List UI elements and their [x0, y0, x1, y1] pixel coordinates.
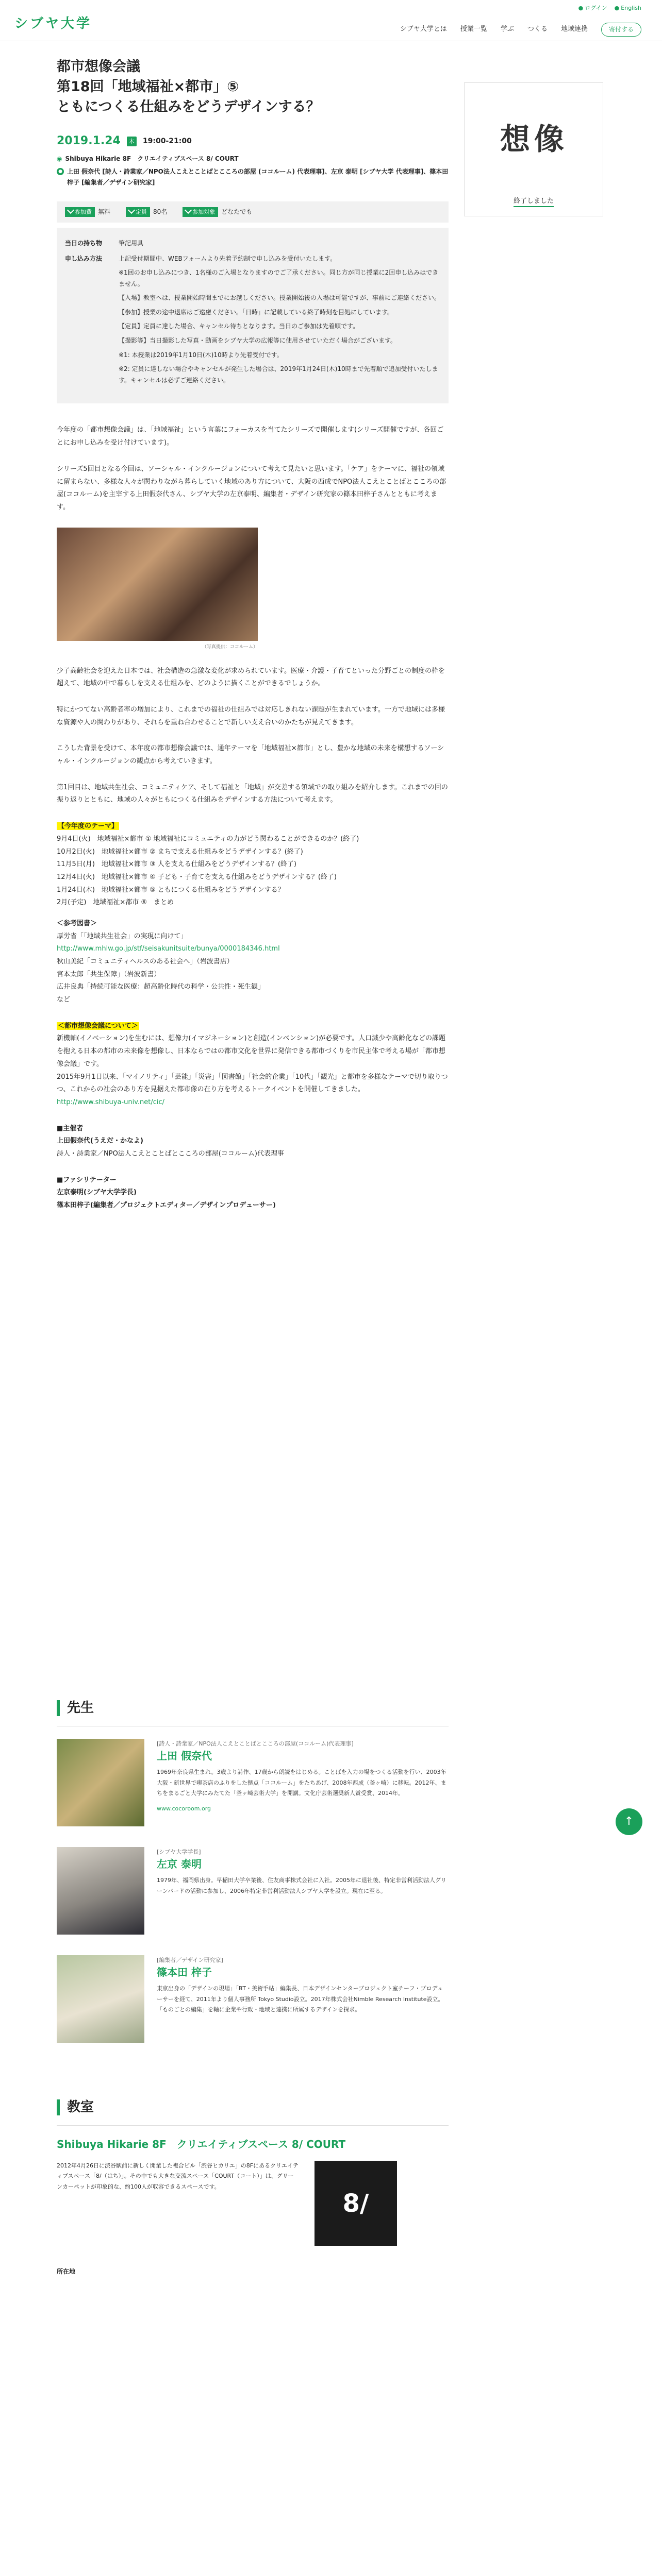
map-label: 所在地: [57, 2268, 76, 2275]
reference-list: ＜参考図書＞ 厚労省「「地域共生社会」の実現に向けて」 http://www.mhlw.go.jp/stf/seisakunitsuite/bunya/0000184346.html 秋山美紀「コミュニティヘルスのある社会へ」（岩波書店） 宮本太郎「共生保障」（岩波新書） 広井良典「持続可能な医療：超高齢化時代の科学・公共性・死生観」 など: [57, 919, 280, 1004]
global-nav: [400, 23, 641, 37]
event-date: 2019.1.24: [57, 134, 121, 148]
globe-icon: ●: [614, 5, 620, 11]
event-photo: [57, 528, 258, 641]
venue-title: Shibuya Hikarie 8F クリエイティブスペース 8/ COURT: [57, 2138, 346, 2150]
event-time: 19:00-21:00: [142, 137, 192, 146]
teacher-card: [シブヤ大学学長] 左京 泰明 1979年、福岡県出身。早稲田大学卒業後、住友商事株式会社に入社。2005年に退社後、特定非営利活動法人グリーンバードの活動に参加し、2006年特定非営利活動法人シブヤ大学を設立。現在に至る。: [57, 1847, 449, 1935]
event-description: 今年度の「都市想像会議」は、「地域福祉」という言葉にフォーカスを当てたシリーズで開催します(シリーズ開催ですが、各回ごとにお申し込みを受け付けています)。 シリーズ5回目となる今回は、ソーシャル・インクルージョンについて考えて見たいと思います。「ケア」をテーマに、福祉の領域に留まらない、多様な人々が関わりながら暮らしていく地域のあり方について、大阪の西成でNPO法人こえとことばとこころの部屋(ココルーム)を主宰する上田假奈代さん、シブヤ大学の左京泰明、編集者・デザイン研究家の篠本田梓子さんとともに考えます。 （写真提供：ココルーム） 少子高齢社会を迎えた日本では、社会構造の急激な変化が求められています。医療・介護・子育てといった分野ごとの制度の枠を超えて、地域の中で暮らしを支える仕組みを、どのように描くことができるでしょうか。 特にかつてない高齢者率の増加により、これまでの福祉の仕組みでは対応しきれない課題が生まれています。一方で地域には多様な資源や人の関わりがあり、それらを重ね合わせることで新しい支え合いのかたちが見えてきます。 こうした背景を受けて、本年度の都市想像会議では、通年テーマを「地域福祉×都市」とし、豊かな地域の未来を構想するソーシャル・インクルージョンの観点から考えていきます。 第1回目は、地域共生社会、コミュニティケア、そして福祉と「地域」が交差する領域での取り組みを紹介します。これまでの回の振り返りとともに、地域の人々がともにつくる仕組みをデザインする方法について考えます。 【今年度のテーマ】 9月4日(火) 地域福祉×都市 ① 地域福祉にコミュニティの力がどう関わることができるのか？(終了) 10月2日(火) 地域福祉×都市 ② まちで支える仕組みをどうデザインする？(終了) 11月5日(月) 地域福祉×都市 ③ 人を支える仕組みをどうデザインする？(終了) 12月4日(火) 地域福祉×都市 ④ 子ども・子育てを支える仕組みをどうデザインする？(終了) 1月24日(木) 地域福祉×都市 ⑤ ともにつくる仕組みをどうデザインする？ 2月(予定) 地域福祉×都市 ⑥ まとめ ＜参考図書＞ 厚労省「「地域共生社会」の実現に向けて」 http://www.mhlw.go.jp/stf/seisakunitsuite/bunya/0000184346.html 秋山美紀「コミュニティヘルスのある社会へ」（岩波書店） 宮本太郎「共生保障」（岩波新書） 広井良典「持続可能な医療：超高齢化時代の科学・公共性・死生観」 など ＜都市想像会議について＞ 新機軸(イノベーション)を生むには、想像力(イマジネーション)と創造(インベンション)が必要です。人口減少や高齢化などの課題を抱える日本の都市の未来像を想像し、日本ならではの都市文化を世界に発信できる都市づくりを市民主体で考える場が「都市想像会議」です。 2015年9月1日以来、「マイノリティ」「芸能」「災害」「図書館」「社会的企業」「10代」「観光」と都市を多様なテーマで切り取りつつ、これからの社会のあり方を見据えた都市像の在り方を考えるトークイベントを開催してきました。 http://www.shibuya-univ.net/cic/ ■主催者 上田假奈代(うえだ・かなよ) 詩人・詩業家／NPO法人こえとことばとこころの部屋(ココルーム)代表理事 ■ファシリテーター 左京泰明(シブヤ大学学長) 篠本田梓子(編集者／プロジェクトエディター／デザインプロデューサー): [57, 426, 448, 1210]
teacher-name: 上田 假奈代: [157, 1750, 212, 1762]
teacher-name: 左京 泰明: [157, 1858, 202, 1871]
teacher-name: 篠本田 梓子: [157, 1966, 212, 1979]
teacher-card: [詩人・詩業家／NPO法人こえとことばとこころの部屋(ココルーム)代表理事] 上田 假奈代 1969年奈良県生まれ。3歳より詩作、17歳から朗読をはじめる。ことばを入力の場をつくる活動を行い、2003年大阪・新世界で喫茶店のふりをした拠点「ココルーム」をたちあげ、2008年西成（釜ヶ崎）に移転。2012年、まちをまるごと大学にみたてた「釜ヶ崎芸術大学」を開講。文化庁芸術選奨新人賞受賞、2014年。 www.cocoroom.org: [57, 1739, 449, 1826]
venue-description: 2012年4月26日に渋谷駅前に新しく開業した複合ビル「渋谷ヒカリエ」の8Fにあるクリエイティブスペース「8/（はち）」。その中でも大きな交流スペース「COURT（コート）」は、グリーンカーペットが印象的な、約100人が収容できるスペースです。: [57, 2162, 299, 2190]
key-visual-art: 想像: [500, 122, 568, 157]
event-datetime: [57, 131, 449, 151]
login-icon: ●: [578, 5, 584, 11]
teachers-heading: 先生: [57, 1700, 94, 1716]
venue-section: [57, 2136, 449, 2277]
event-teacher-line: [57, 166, 449, 188]
event-venue[interactable]: Shibuya Hikarie 8F クリエイティブスペース 8/ COURT: [65, 155, 239, 162]
fee-bar: [57, 201, 449, 223]
donate-button[interactable]: 寄付する: [601, 23, 641, 37]
fee-capacity: 定員 80名: [126, 207, 167, 217]
fee-target: 参加対象 どなたでも: [183, 207, 252, 217]
reference-link[interactable]: http://www.mhlw.go.jp/stf/seisakunitsuite/bunya/0000184346.html: [57, 945, 280, 953]
site-logo[interactable]: シブヤ大学: [14, 16, 92, 31]
utility-links: [578, 3, 641, 13]
teacher-photo: [57, 1847, 144, 1935]
site-header: [0, 0, 662, 41]
schedule-list: 9月4日(火) 地域福祉×都市 ① 地域福祉にコミュニティの力がどう関わることができるのか？(終了) 10月2日(火) 地域福祉×都市 ② まちで支える仕組みをどうデザインする？(終了) 11月5日(月) 地域福祉×都市 ③ 人を支える仕組みをどうデザインする？(終了) 12月4日(火) 地域福祉×都市 ④ 子ども・子育てを支える仕組みをどうデザインする？(終了) 1月24日(木) 地域福祉×都市 ⑤ ともにつくる仕組みをどうデザインする？ 2月(予定) 地域福祉×都市 ⑥ まとめ: [57, 835, 359, 907]
venue-heading: 教室: [57, 2099, 94, 2115]
theme-heading: 【今年度のテーマ】: [58, 822, 119, 831]
venue-photo: 8/: [315, 2161, 397, 2246]
teacher-card: [編集者／デザイン研究家] 篠本田 梓子 東京出身の「デザインの現場」「BT・美術手帖」編集長、日本デザインセンターブロジェクト室チーフ・プロデューサーを経て、2011年より個人事務所 Tokyo Studio設立。2017年株式会社Nimble Research Institute設立。「ものごとの編集」を軸に企業や行政・地域と連携に所属するデザインを探求。: [57, 1955, 449, 2043]
event-details: 当日の持ち物 筆記用具 申し込み方法 上記受付期間中、WEBフォームより先着予約制で申し込みを受付いたします。 ※1回のお申し込みにつき、1名様のご入場となりますのでご了承ください。同じ方が同じ授業に2回申し込みはできません。 【入場】教室へは、授業開始時間までにお越しください。授業開始後の入場は可能ですが、事前にご連絡ください。 【参加】授業の途中退席はご遠慮ください。「日時」に記載している終了時刻を目処にしています。 【定員】定員に達した場合、キャンセル待ちとなります。当日のご参加は先着順です。 【撮影等】当日撮影した写真・動画をシブヤ大学の広報等に使用させていただく場合がございます。 ※1: 本授業は2019年1月10日(木)10時より先着受付です。 ※2: 定員に達しない場合やキャンセルが発生した場合は、2019年1月24日(木)10時まで先着順で追加受付いたします。キャンセルは必ずご連絡ください。: [57, 228, 449, 404]
teacher-photo: [57, 1739, 144, 1826]
weekday-badge: 木: [127, 137, 137, 146]
status-label: 終了しました: [465, 196, 603, 208]
event-teachers: 上田 假奈代 [詩人・詩業家／NPO法人こえとことばとこころの部屋 (ココルーム) 代表理事]、左京 泰明 [シブヤ大学 代表理事]、篠本田 梓子 [編集者／デザイン研究家]: [67, 167, 449, 186]
person-icon: ●: [57, 168, 64, 175]
nav-make[interactable]: つくる: [527, 25, 548, 33]
english-link[interactable]: ● English: [615, 3, 641, 13]
event-main: [57, 57, 449, 1212]
nav-region[interactable]: 地域連携: [560, 25, 588, 33]
about-heading: ＜都市想像会議について＞: [58, 1022, 138, 1030]
event-title-1: 第18回「地域福祉×都市」⑤: [57, 79, 239, 95]
event-venue-line: [57, 154, 449, 164]
event-key-visual: [464, 82, 603, 216]
nav-about[interactable]: シブヤ大学とは: [400, 25, 447, 33]
teacher-photo: [57, 1955, 144, 2043]
event-title-2: ともにつくる仕組みをどうデザインする？: [57, 99, 320, 115]
login-link[interactable]: ● ログイン: [578, 3, 607, 13]
fee-cost: 参加費 無料: [65, 207, 110, 217]
about-link[interactable]: http://www.shibuya-univ.net/cic/: [57, 1098, 165, 1106]
back-to-top-button[interactable]: [616, 1808, 642, 1835]
teacher-link[interactable]: www.cocoroom.org: [157, 1805, 211, 1812]
arrow-up-icon: ↑: [624, 1815, 634, 1828]
nav-learn[interactable]: 学ぶ: [500, 25, 514, 33]
pin-icon: ◉: [57, 155, 62, 162]
nav-classes[interactable]: 授業一覧: [460, 25, 487, 33]
event-series: 都市想像会議: [57, 59, 140, 75]
